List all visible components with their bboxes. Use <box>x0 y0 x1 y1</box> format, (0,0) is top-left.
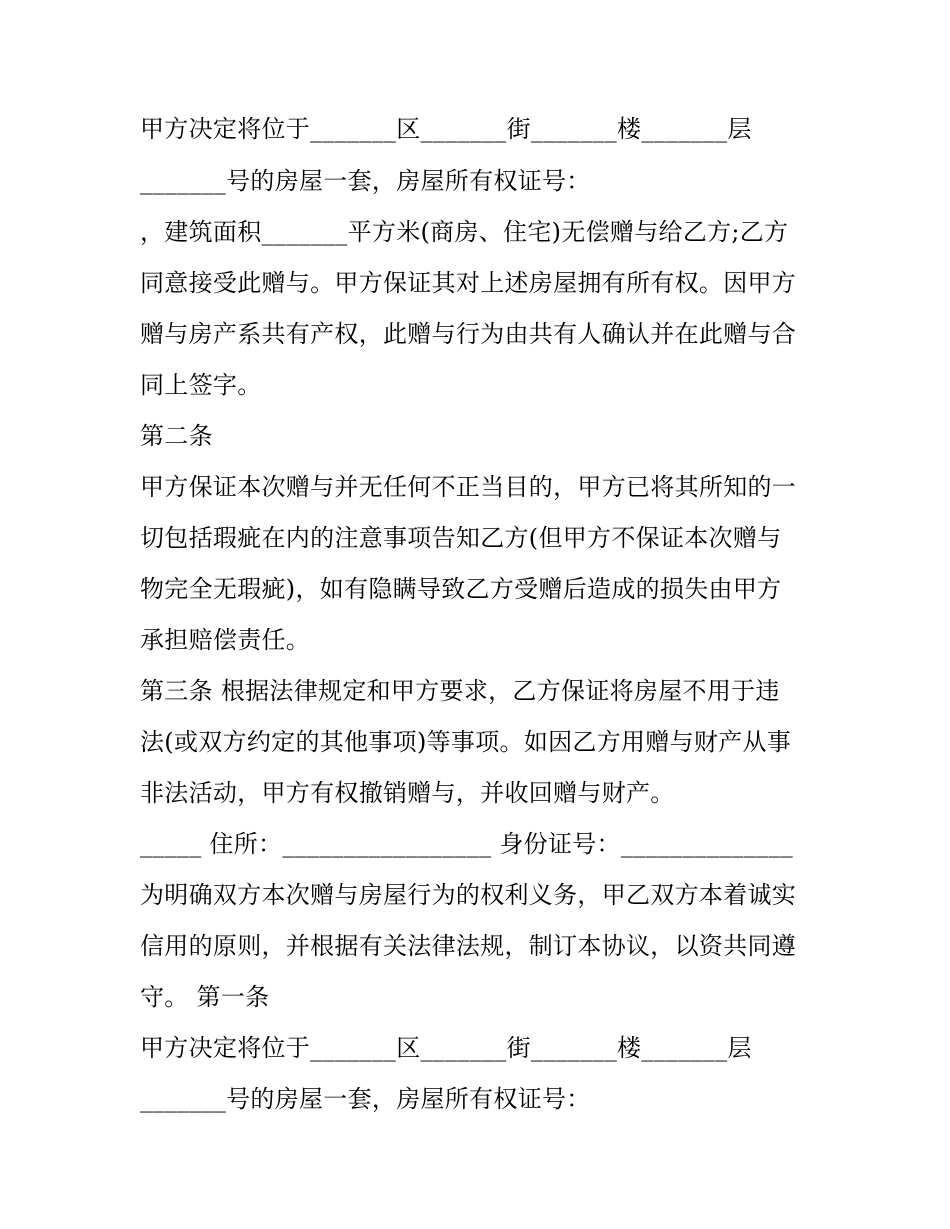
text-line: 信用的原则，并根据有关法律法规，制订本协议，以资共同遵 <box>140 932 797 960</box>
text-line: 同意接受此赠与。甲方保证其对上述房屋拥有所有权。因甲方 <box>140 269 797 297</box>
text-line: 甲方保证本次赠与并无任何不正当目的，甲方已将其所知的一 <box>140 473 797 501</box>
text-line: 非法活动，甲方有权撤销赠与，并收回赠与财产。 <box>140 779 675 807</box>
text-line: 法(或双方约定的其他事项)等事项。如因乙方用赠与财产从事 <box>140 728 792 756</box>
text-line: _______号的房屋一套，房屋所有权证号： <box>140 167 591 195</box>
text-line: 甲方决定将位于_______区_______街_______楼_______层 <box>140 115 752 143</box>
text-line: 赠与房产系共有产权，此赠与行为由共有人确认并在此赠与合 <box>140 320 797 348</box>
text-line: 守。 第一条 <box>140 983 270 1011</box>
text-line: 切包括瑕疵在内的注意事项告知乙方(但甲方不保证本次赠与 <box>140 524 782 552</box>
text-line: 甲方决定将位于_______区_______街_______楼_______层 <box>140 1034 752 1062</box>
section-heading: 第二条 <box>140 422 213 450</box>
form-line: _____ 住所：_________________ 身份证号：______________ <box>140 830 794 858</box>
text-line: 承担赔偿责任。 <box>140 626 311 654</box>
text-line: _______号的房屋一套，房屋所有权证号： <box>140 1085 591 1113</box>
text-line: ，建筑面积_______平方米(商房、住宅)无偿赠与给乙方;乙方 <box>140 218 789 246</box>
text-line: 为明确双方本次赠与房屋行为的权利义务，甲乙双方本着诚实 <box>140 881 797 909</box>
text-line: 同上签字。 <box>140 371 262 399</box>
text-line: 物完全无瑕疵)，如有隐瞒导致乙方受赠后造成的损失由甲方 <box>140 575 782 603</box>
text-line: 第三条 根据法律规定和甲方要求，乙方保证将房屋不用于违 <box>140 677 780 705</box>
